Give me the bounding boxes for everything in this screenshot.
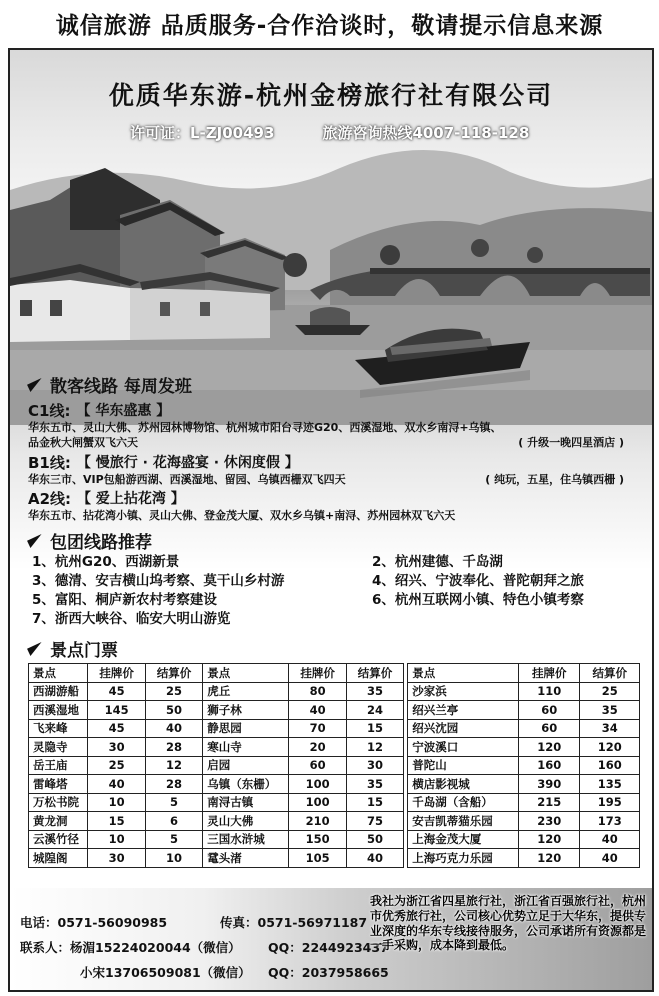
attraction-name: 绍兴沈园 <box>408 719 519 738</box>
listed-price: 110 <box>518 682 580 701</box>
attraction-name: 启园 <box>203 756 289 775</box>
pointer-icon <box>27 377 45 391</box>
listed-price: 120 <box>518 830 580 849</box>
attraction-name: 灵隐寺 <box>29 738 88 757</box>
listed-price: 100 <box>289 793 346 812</box>
settlement-price: 120 <box>580 738 640 757</box>
settlement-price: 135 <box>580 775 640 794</box>
phone: 电话：0571-56090985 <box>20 915 168 930</box>
tickets-heading <box>28 636 118 661</box>
route-head <box>28 490 638 508</box>
listed-price: 10 <box>88 793 145 812</box>
route-line-row <box>28 472 638 487</box>
route-code: B1线: <box>28 454 71 472</box>
listed-price: 80 <box>289 682 346 701</box>
listed-price: 30 <box>88 738 145 757</box>
contact-person-2: 小宋13706509081（微信） <box>80 965 251 980</box>
scatter-heading-text: 散客线路 每周发班 <box>50 377 192 397</box>
attraction-name: 西溪湿地 <box>29 701 88 720</box>
company-title: 优质华东游-杭州金榜旅行社有限公司 <box>108 81 554 110</box>
table-row <box>29 775 640 794</box>
route-name: 【 华东盛惠 】 <box>76 403 171 419</box>
attraction-name: 三国水浒城 <box>203 830 289 849</box>
charter-item: 6、杭州互联网小镇、特色小镇考察 <box>372 592 584 608</box>
contact-row <box>20 960 389 985</box>
settlement-price: 173 <box>580 812 640 831</box>
pointer-icon <box>27 641 45 655</box>
settlement-price: 5 <box>145 793 202 812</box>
route-a2 <box>28 490 638 523</box>
route-c1 <box>28 402 638 450</box>
table-row <box>29 812 640 831</box>
column-header: 结算价 <box>145 664 202 683</box>
column-header: 景点 <box>408 664 519 683</box>
attraction-name: 云溪竹径 <box>29 830 88 849</box>
settlement-price: 28 <box>145 775 202 794</box>
table-header-row <box>29 664 640 683</box>
listed-price: 15 <box>88 812 145 831</box>
table-row <box>29 756 640 775</box>
route-name: 【 慢旅行 · 花海盛宴 · 休闲度假 】 <box>76 455 299 471</box>
attraction-name: 南浔古镇 <box>203 793 289 812</box>
attraction-name: 上海金茂大厦 <box>408 830 519 849</box>
settlement-price: 50 <box>145 701 202 720</box>
column-header: 挂牌价 <box>289 664 346 683</box>
listed-price: 20 <box>289 738 346 757</box>
license-number: 许可证：L-ZJ00493 <box>130 124 275 142</box>
qq-1: QQ：2244923437 <box>268 940 389 955</box>
column-header: 挂牌价 <box>88 664 145 683</box>
listed-price: 25 <box>88 756 145 775</box>
route-line: 华东五市、拈花湾小镇、灵山大佛、登金茂大厦、双水乡乌镇+南浔、苏州园林双飞六天 <box>28 509 456 522</box>
attraction-name: 安吉凯蒂猫乐园 <box>408 812 519 831</box>
listed-price: 105 <box>289 849 346 868</box>
route-note: ( 纯玩，五星，住乌镇西栅 ) <box>485 473 624 486</box>
route-head <box>28 402 638 420</box>
attraction-name: 万松书院 <box>29 793 88 812</box>
listed-price: 30 <box>88 849 145 868</box>
route-b1 <box>28 454 638 487</box>
attraction-name: 宁波溪口 <box>408 738 519 757</box>
route-line: 品金秋大闸蟹双飞六天 <box>28 436 138 449</box>
listed-price: 160 <box>518 756 580 775</box>
attraction-name: 千岛湖（含船） <box>408 793 519 812</box>
table-row <box>29 738 640 757</box>
charter-item: 7、浙西大峡谷、临安大明山游览 <box>32 611 231 627</box>
settlement-price: 35 <box>580 701 640 720</box>
listed-price: 120 <box>518 849 580 868</box>
listed-price: 60 <box>518 719 580 738</box>
settlement-price: 35 <box>346 775 403 794</box>
settlement-price: 160 <box>580 756 640 775</box>
contact-block <box>20 910 389 985</box>
attraction-name: 飞来峰 <box>29 719 88 738</box>
listed-price: 60 <box>289 756 346 775</box>
settlement-price: 195 <box>580 793 640 812</box>
contact-person-1: 联系人：杨湄15224020044（微信） <box>20 940 241 955</box>
listed-price: 145 <box>88 701 145 720</box>
table-row <box>29 793 640 812</box>
attraction-name: 乌镇（东栅） <box>203 775 289 794</box>
settlement-price: 75 <box>346 812 403 831</box>
settlement-price: 35 <box>346 682 403 701</box>
attraction-name: 虎丘 <box>203 682 289 701</box>
column-header: 结算价 <box>346 664 403 683</box>
settlement-price: 15 <box>346 719 403 738</box>
route-name: 【 爱上拈花湾 】 <box>77 491 185 507</box>
listed-price: 390 <box>518 775 580 794</box>
ticket-price-table <box>28 663 640 868</box>
settlement-price: 50 <box>346 830 403 849</box>
column-header: 结算价 <box>580 664 640 683</box>
route-line: 华东五市、灵山大佛、苏州园林博物馆、杭州城市阳台寻迹G20、西溪湿地、双水乡南浔+乌镇、 <box>28 421 502 434</box>
listed-price: 70 <box>289 719 346 738</box>
attraction-name: 岳王庙 <box>29 756 88 775</box>
settlement-price: 24 <box>346 701 403 720</box>
charter-routes-heading <box>28 528 152 553</box>
attraction-name: 沙家浜 <box>408 682 519 701</box>
table-row <box>29 849 640 868</box>
advert-frame <box>8 48 654 992</box>
route-note: ( 升级一晚四星酒店 ) <box>518 436 624 449</box>
charter-list <box>32 553 632 628</box>
charter-item: 3、德清、安吉横山坞考察、莫干山乡村游 <box>32 573 285 589</box>
settlement-price: 25 <box>580 682 640 701</box>
column-header: 景点 <box>29 664 88 683</box>
settlement-price: 12 <box>145 756 202 775</box>
settlement-price: 34 <box>580 719 640 738</box>
table-row <box>29 719 640 738</box>
settlement-price: 28 <box>145 738 202 757</box>
hotline: 旅游咨询热线4007-118-128 <box>322 124 530 142</box>
settlement-price: 25 <box>145 682 202 701</box>
column-header: 景点 <box>203 664 289 683</box>
attraction-name: 狮子林 <box>203 701 289 720</box>
contact-row <box>20 910 389 935</box>
listed-price: 60 <box>518 701 580 720</box>
attraction-name: 横店影视城 <box>408 775 519 794</box>
settlement-price: 6 <box>145 812 202 831</box>
top-banner: 诚信旅游 品质服务-合作洽谈时，敬请提示信息来源 <box>55 12 604 39</box>
charter-item: 4、绍兴、宁波奉化、普陀朝拜之旅 <box>372 573 584 589</box>
attraction-name: 城隍阁 <box>29 849 88 868</box>
attraction-name: 鼋头渚 <box>203 849 289 868</box>
table-row <box>29 701 640 720</box>
route-code: A2线: <box>28 490 72 508</box>
attraction-name: 普陀山 <box>408 756 519 775</box>
settlement-price: 12 <box>346 738 403 757</box>
table-row <box>29 682 640 701</box>
footer-panel <box>10 888 652 990</box>
attraction-name: 黄龙洞 <box>29 812 88 831</box>
attraction-name: 静思园 <box>203 719 289 738</box>
attraction-name: 寒山寺 <box>203 738 289 757</box>
contact-row <box>20 935 389 960</box>
settlement-price: 10 <box>145 849 202 868</box>
agency-promo-text: 我社为浙江省四星旅行社，浙江省百强旅行社，杭州市优秀旅行社，公司核心优势立足于大华东，提供专业深度的华东专线接待服务，公司承诺所有资源都是一手采购，成本降到最低。 <box>370 894 647 953</box>
charter-item: 1、杭州G20、西湖新景 <box>32 554 180 570</box>
listed-price: 210 <box>289 812 346 831</box>
listed-price: 40 <box>289 701 346 720</box>
attraction-name: 西湖游船 <box>29 682 88 701</box>
attraction-name: 雷峰塔 <box>29 775 88 794</box>
settlement-price: 40 <box>580 849 640 868</box>
route-head <box>28 454 638 472</box>
settlement-price: 15 <box>346 793 403 812</box>
settlement-price: 40 <box>346 849 403 868</box>
charter-item: 5、富阳、桐庐新农村考察建设 <box>32 592 217 608</box>
table-row <box>29 830 640 849</box>
qq-2: QQ：2037958665 <box>268 965 389 980</box>
listed-price: 40 <box>88 775 145 794</box>
route-line: 华东三市、VIP包船游西湖、西溪湿地、留园、乌镇西栅双飞四天 <box>28 473 346 486</box>
listed-price: 215 <box>518 793 580 812</box>
charter-heading-text: 包团线路推荐 <box>50 533 152 553</box>
listed-price: 120 <box>518 738 580 757</box>
attraction-name: 绍兴兰亭 <box>408 701 519 720</box>
scatter-routes-heading <box>28 372 192 397</box>
tickets-heading-text: 景点门票 <box>50 641 118 661</box>
attraction-name: 灵山大佛 <box>203 812 289 831</box>
license-row <box>130 122 630 143</box>
listed-price: 100 <box>289 775 346 794</box>
listed-price: 45 <box>88 719 145 738</box>
settlement-price: 40 <box>580 830 640 849</box>
attraction-name: 上海巧克力乐园 <box>408 849 519 868</box>
settlement-price: 40 <box>145 719 202 738</box>
listed-price: 10 <box>88 830 145 849</box>
listed-price: 150 <box>289 830 346 849</box>
settlement-price: 5 <box>145 830 202 849</box>
pointer-icon <box>27 533 45 547</box>
listed-price: 230 <box>518 812 580 831</box>
route-code: C1线: <box>28 402 71 420</box>
listed-price: 45 <box>88 682 145 701</box>
charter-item: 2、杭州建德、千岛湖 <box>372 554 503 570</box>
fax: 传真：0571-56971187 <box>220 915 368 930</box>
column-header: 挂牌价 <box>518 664 580 683</box>
settlement-price: 30 <box>346 756 403 775</box>
